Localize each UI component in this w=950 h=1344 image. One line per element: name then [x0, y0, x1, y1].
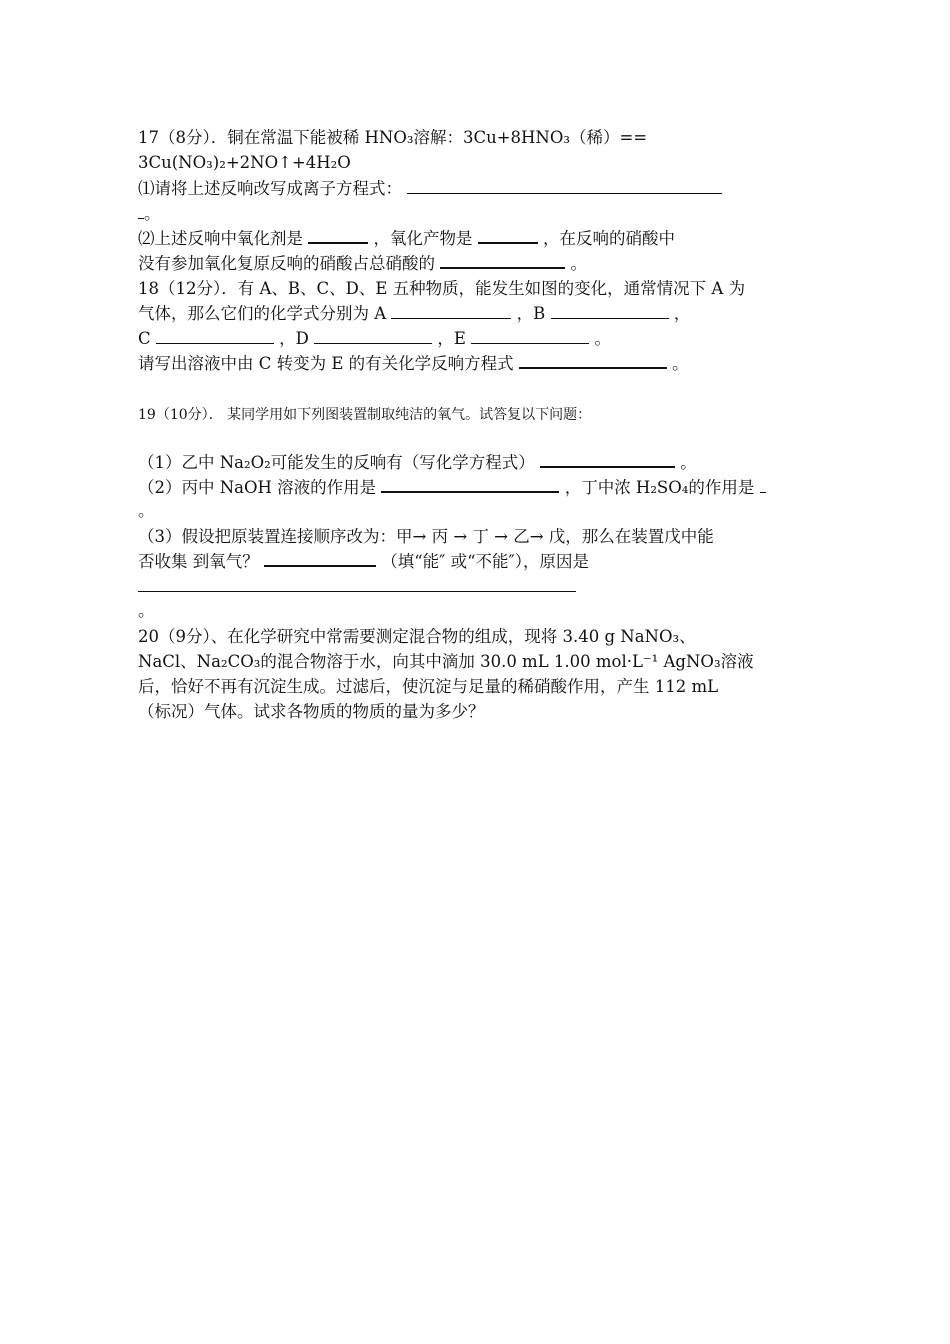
q17-ionic-equation-blank[interactable] — [407, 179, 722, 194]
q17-oxidant-blank[interactable] — [308, 228, 368, 244]
q17-part-2-text-a: ⑵上述反响中氧化剂是 — [138, 229, 303, 248]
q19-part-3-text-b: 否收集 到氧气？ — [138, 552, 259, 571]
q18-blank-e[interactable] — [471, 329, 589, 344]
q19-intro: 19（10分）． 某同学用如下列图装置制取纯洁的氧气。试答复以下问题： — [138, 407, 592, 423]
q18-text-e: ，E — [437, 329, 466, 348]
q17-part-2 — [138, 228, 675, 250]
q17-part-2-period: 。 — [570, 254, 587, 273]
q19-part-3: （3）假设把原装置连接顺序改为：甲→ 丙 → 丁 → 乙→ 戊，那么在装置戊中能 — [138, 527, 714, 546]
q19-part-2-text-a: （2）丙中 NaOH 溶液的作用是 — [138, 478, 377, 497]
q17-line-1: 17（8分）．铜在常温下能被稀 HNO₃溶解：3Cu+8HNO₃（稀）== — [138, 128, 648, 147]
q18-text-eq: 请写出溶液中由 C 转变为 E 的有关化学反响方程式 — [138, 354, 514, 373]
q19-part-1-period: 。 — [680, 453, 697, 472]
q19-part-2-end: 。 — [138, 501, 155, 520]
q18-eq-period: 。 — [672, 354, 689, 373]
q18-line-4 — [138, 353, 689, 375]
q18-blank-c[interactable] — [156, 329, 274, 344]
q18-equation-blank[interactable] — [519, 353, 667, 369]
q19-can-collect-blank[interactable] — [264, 551, 376, 567]
q20-line-2: NaCl、Na₂CO₃的混合物溶于水，向其中滴加 30.0 mL 1.00 mol·L⁻¹ AgNO₃溶液 — [138, 652, 754, 671]
q17-part-1-end — [138, 203, 161, 225]
q18-line-1: 18（12分）．有 A、B、C、D、E 五种物质，能发生如图的变化，通常情况下 A 为 — [138, 279, 746, 298]
q20-line-1: 20（9分）、在化学研究中常需要测定混合物的组成，现将 3.40 g NaNO₃、 — [138, 627, 696, 646]
q18-text-a: 气体，那么它们的化学式分别为 A — [138, 304, 387, 323]
q17-part-2-text-c: ，在反响的硝酸中 — [543, 229, 675, 248]
q19-reaction-blank[interactable] — [540, 452, 675, 468]
q19-part-2 — [138, 477, 766, 499]
q18-line-3 — [138, 328, 611, 350]
q17-part-2-cont — [138, 253, 587, 275]
q20-line-4: （标况）气体。试求各物质的物质的量为多少？ — [138, 702, 485, 721]
q17-oxidation-product-blank[interactable] — [478, 228, 538, 244]
q18-blank-d[interactable] — [314, 329, 432, 344]
q19-reason-blank[interactable] — [138, 577, 576, 592]
q17-equation: 3Cu(NO₃)₂+2NO↑+4H₂O — [138, 153, 351, 172]
q18-text-c: C — [138, 329, 151, 348]
q19-part-3-end: 。 — [138, 601, 155, 620]
q19-naoh-purpose-blank[interactable] — [381, 477, 559, 493]
q17-part-1 — [138, 178, 722, 200]
q19-part-3-text-c: （填“能″ 或“不能″），原因是 — [381, 552, 589, 571]
q17-part-2-text-d: 没有参加氧化复原反响的硝酸占总硝酸的 — [138, 254, 435, 273]
q20-line-3: 后，恰好不再有沉淀生成。过滤后，使沉淀与足量的稀硝酸作用，产生 112 mL — [138, 677, 719, 696]
q17-part-1-period: 。 — [144, 204, 161, 223]
q19-part-1 — [138, 452, 697, 474]
q17-part-2-text-b: ，氧化产物是 — [373, 229, 473, 248]
q18-text-comma: ， — [673, 304, 691, 323]
q19-part-3-cont — [138, 551, 589, 573]
q19-part-1-text: （1）乙中 Na₂O₂可能发生的反响有（写化学方程式） — [138, 453, 535, 472]
q19-h2so4-purpose-blank[interactable] — [760, 478, 766, 493]
q19-part-2-text-b: ，丁中浓 H₂SO₄的作用是 — [564, 478, 755, 497]
q18-line-2 — [138, 303, 690, 325]
q17-part-1-text: ⑴请将上述反响改写成离子方程式： — [138, 179, 402, 198]
q18-text-b: ，B — [516, 304, 546, 323]
q18-blank-a[interactable] — [391, 304, 511, 319]
q18-period: 。 — [594, 329, 611, 348]
q18-text-d: ，D — [279, 329, 309, 348]
q19-reason-line — [138, 576, 576, 598]
q18-blank-b[interactable] — [551, 304, 669, 319]
q17-ratio-blank[interactable] — [440, 253, 565, 269]
